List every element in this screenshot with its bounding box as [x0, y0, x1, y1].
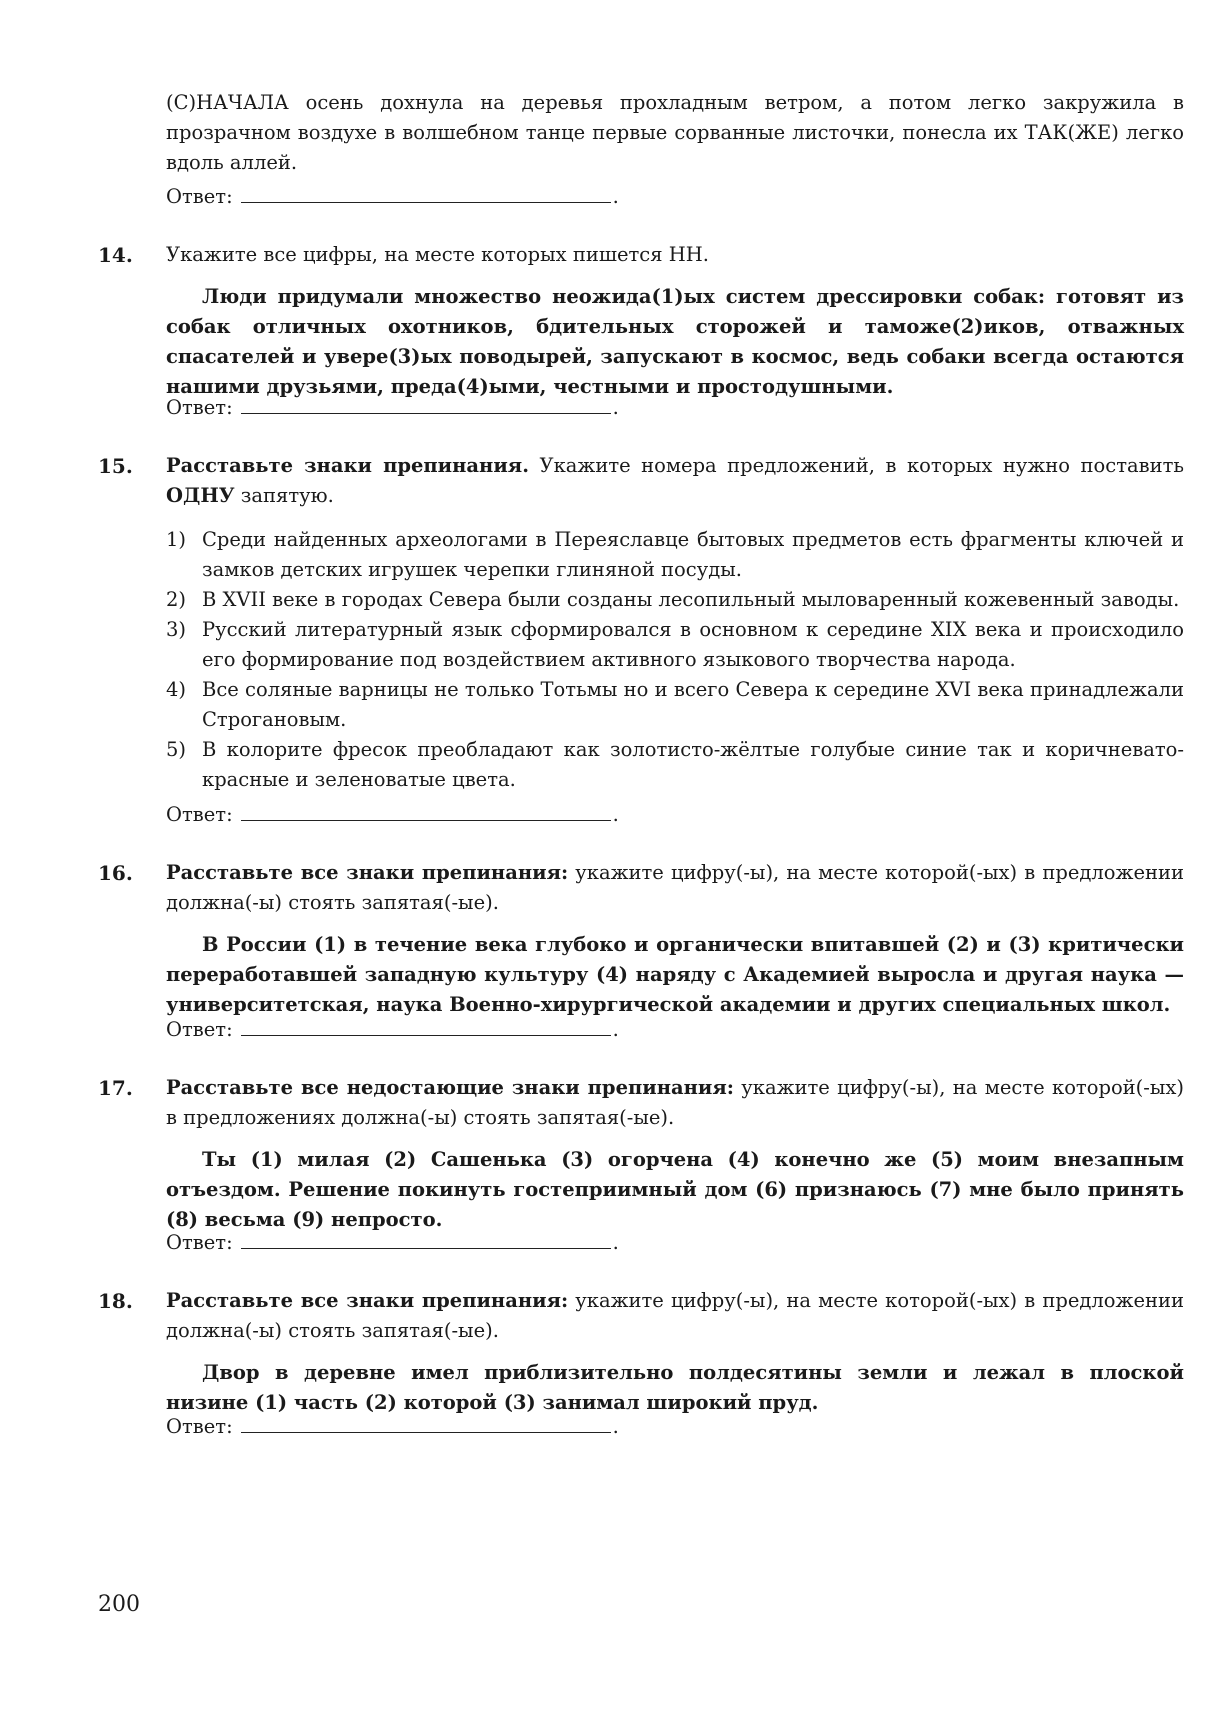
task-17 [166, 1073, 1184, 1235]
option-2: 2) В XVII веке в городах Севера были созданы лесопильный мыловаренный кожевенный заводы. [166, 588, 1180, 611]
option-1: 1) Среди найденных археологами в Переяславце бытовых предметов есть фрагменты ключей и замков детских игрушек черепки глиняной посуды. [166, 528, 1184, 581]
task-16 [166, 858, 1184, 1020]
task-15 [166, 451, 1184, 795]
answer-16: Ответ: . [166, 1015, 1184, 1045]
task-18-text: Двор в деревне имел приблизительно полдесятины земли и лежал в плоской низине (1) часть (2) которой (3) занимал широкий пруд. [166, 1361, 1184, 1414]
intro-text: (С)НАЧАЛА осень дохнула на деревья прохладным ветром, а потом легко закружила в прозрачном воздухе в волшебном танце первые сорванные листочки, понесла их ТАК(ЖЕ) легко вдоль аллей. [166, 91, 1184, 174]
task-15-instruction: Расставьте знаки препинания. Укажите номера предложений, в которых нужно поставить ОДНУ запятую. [166, 454, 1184, 507]
answer-label: Ответ: [166, 1018, 233, 1041]
task-16-text: В России (1) в течение века глубоко и органически впитавшей (2) и (3) критически переработавшей западную культуру (4) наряду с Академией выросла и другая наука — университетская, наука Военно-хирургической академии и других специальных школ. [166, 933, 1184, 1016]
answer-label: Ответ: [166, 185, 233, 208]
task-15-options [166, 525, 1184, 795]
task-14 [166, 240, 1184, 402]
answer-14: Ответ: . [166, 393, 1184, 423]
answer-line-13[interactable] [241, 182, 611, 203]
task-14-number: 14. [98, 243, 133, 267]
task-14-instruction: Укажите все цифры, на месте которых пишется НН. [166, 243, 709, 266]
task-18-number: 18. [98, 1289, 133, 1313]
answer-line-15[interactable] [241, 800, 611, 821]
option-3: 3) Русский литературный язык сформировался в основном к середине XIX века и происходило его формирование под воздействием активного языкового творчества народа. [166, 618, 1184, 671]
task-15-number: 15. [98, 454, 133, 478]
answer-label: Ответ: [166, 1231, 233, 1254]
task-17-instruction: Расставьте все недостающие знаки препинания: укажите цифру(-ы), на месте которой(-ых) в предложениях должна(-ы) стоять запятая(-ые). [166, 1076, 1184, 1129]
answer-label: Ответ: [166, 396, 233, 419]
task-16-instruction: Расставьте все знаки препинания: укажите цифру(-ы), на месте которой(-ых) в предложении должна(-ы) стоять запятая(-ые). [166, 861, 1184, 914]
page-number: 200 [98, 1592, 140, 1617]
answer-line-18[interactable] [241, 1412, 611, 1433]
answer-label: Ответ: [166, 803, 233, 826]
answer-18: Ответ: . [166, 1412, 1184, 1442]
task-17-text: Ты (1) милая (2) Сашенька (3) огорчена (4) конечно же (5) моим внезапным отъездом. Решение покинуть гостеприимный дом (6) признаюсь (7) мне было принять (8) весьма (9) непросто. [166, 1148, 1184, 1231]
answer-line-17[interactable] [241, 1228, 611, 1249]
task-18 [166, 1286, 1184, 1418]
task-16-number: 16. [98, 861, 133, 885]
option-4: 4) Все соляные варницы не только Тотьмы но и всего Севера к середине XVI века принадлежали Строгановым. [166, 678, 1184, 731]
intro-block [166, 88, 1184, 178]
task-17-number: 17. [98, 1076, 133, 1100]
answer-line-14[interactable] [241, 393, 611, 414]
answer-line-16[interactable] [241, 1015, 611, 1036]
answer-label: Ответ: [166, 1415, 233, 1438]
answer-15: Ответ: . [166, 800, 1184, 830]
answer-17: Ответ: . [166, 1228, 1184, 1258]
task-14-text: Люди придумали множество неожида(1)ых систем дрессировки собак: готовят из собак отличных охотников, бдительных сторожей и таможе(2)иков, отважных спасателей и увере(3)ых поводырей, запускают в космос, ведь собаки всегда остаются нашими друзьями, преда(4)ыми, честными и простодушными. [166, 285, 1184, 398]
option-5: 5) В колорите фресок преобладают как золотисто-жёлтые голубые синие так и коричневато-красные и зеленоватые цвета. [166, 738, 1184, 791]
task-18-instruction: Расставьте все знаки препинания: укажите цифру(-ы), на месте которой(-ых) в предложении должна(-ы) стоять запятая(-ые). [166, 1289, 1184, 1342]
answer-13: Ответ: . [166, 182, 1184, 212]
